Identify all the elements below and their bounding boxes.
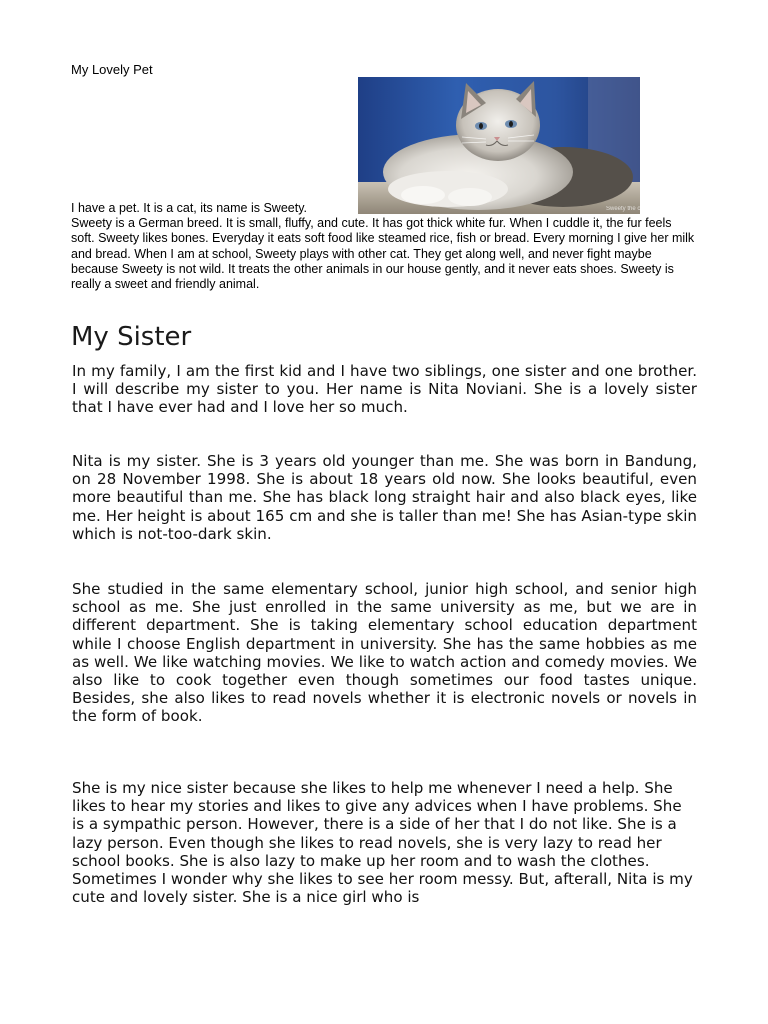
sister-paragraph-2: Nita is my sister. She is 3 years old younger than me. She was born in Bandung, on 28 November 1998. She is about 18 years old now. She looks beautiful, even more beautiful than me. She has black long straight hair and also black eyes, like me. Her height is about 165 cm and she is taller than me! She has Asian-type skin which is not-too-dark skin. (72, 452, 697, 543)
pet-title: My Lovely Pet (71, 62, 153, 77)
pet-body: Sweety is a German breed. It is small, fluffy, and cute. It has got thick white fur. When I cuddle it, the fur feels soft. Sweety likes bones. Everyday it eats soft food like steamed rice, fish or bread. Every morning I give her milk and bread. When I am at school, Sweety plays with other cat. They get along well, and never fight maybe because Sweety is not wild. It treats the other animals in our house gently, and it never eats shoes. Sweety is really a sweet and friendly animal. (71, 216, 695, 292)
sister-paragraph-1: In my family, I am the first kid and I have two siblings, one sister and one brother. I will describe my sister to you. Her name is Nita Noviani. She is a lovely sister that I have ever had and I love her so much. (72, 362, 697, 417)
pet-paragraph (71, 201, 697, 292)
sister-paragraph-3: She studied in the same elementary school, junior high school, and senior high school as me. She just enrolled in the same university as me, but we are in different department. She is taking elementary school education department while I choose English department in university. She has the same hobbies as me as well. We like watching movies. We like to watch action and comedy movies. We also like to cook together even though sometimes our food tastes unique. Besides, she also likes to read novels whether it is electronic novels or novels in the form of book. (72, 580, 697, 726)
pet-intro-line: I have a pet. It is a cat, its name is Sweety. (71, 201, 307, 215)
sister-heading: My Sister (71, 322, 192, 352)
sister-paragraph-4: She is my nice sister because she likes to help me whenever I need a help. She likes to hear my stories and likes to give any advices when I have problems. She is a sympathic person. However, there is a side of her that I do not like. She is a lazy person. Even though she likes to read novels, she is very lazy to read her school books. She is also lazy to make up her room and to wash the clothes. Sometimes I wonder why she likes to see her room messy. But, afterall, Nita is my cute and lovely sister. She is a nice girl who is (72, 779, 693, 907)
cat-photo (358, 77, 646, 214)
photo-watermark: Sweety the cat (606, 206, 646, 212)
